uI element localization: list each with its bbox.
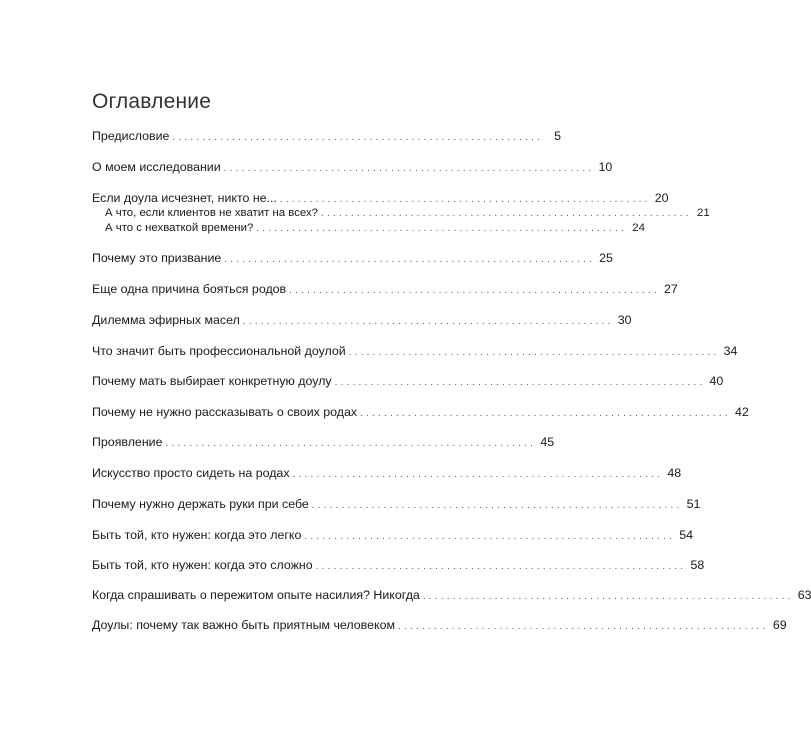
toc-entry-page: 51 xyxy=(686,497,701,511)
toc-entry[interactable] xyxy=(92,496,701,514)
dot-leader: .............................................................. xyxy=(348,347,720,358)
toc-entry-page: 5 xyxy=(554,129,562,143)
toc-entry[interactable] xyxy=(92,587,811,605)
dot-leader: .............................................................. xyxy=(279,194,651,205)
toc-entry-label: Проявление xyxy=(92,435,163,449)
dot-leader: .............................................................. xyxy=(256,223,627,234)
toc-entry-label: Почему мать выбирает конкретную доулу xyxy=(92,374,332,388)
toc-entry-label: Предисловие xyxy=(92,129,170,143)
dot-leader: .............................................................. xyxy=(311,500,683,511)
dot-leader: .............................................................. xyxy=(224,254,595,265)
dot-leader: .............................................................. xyxy=(223,163,595,174)
dot-leader: .............................................................. xyxy=(292,469,664,480)
toc-entry-page: 63 xyxy=(797,588,811,602)
toc-entry-page: 20 xyxy=(654,191,669,205)
toc-entry[interactable] xyxy=(92,312,632,330)
toc-entry-label: Почему это призвание xyxy=(92,251,222,265)
toc-entry-label: Еще одна причина бояться родов xyxy=(92,282,287,296)
toc-entry-page: 10 xyxy=(598,160,613,174)
toc-entry-label: Почему не нужно рассказывать о своих родах xyxy=(92,405,358,419)
toc-entry-page: 58 xyxy=(690,558,705,572)
dot-leader: .............................................................. xyxy=(242,316,614,327)
toc-entry[interactable] xyxy=(92,343,738,361)
toc-entry-page: 45 xyxy=(540,435,555,449)
toc-entry-label: Почему нужно держать руки при себе xyxy=(92,497,309,511)
toc-entry-page: 27 xyxy=(664,282,678,296)
toc-entry-page: 48 xyxy=(667,466,682,480)
toc-entry-page: 21 xyxy=(697,207,710,219)
dot-leader: .............................................................. xyxy=(360,408,731,419)
toc-entry-page: 25 xyxy=(599,251,613,265)
toc-entry[interactable] xyxy=(92,527,694,545)
toc-entry-page: 30 xyxy=(617,313,632,327)
toc-entry-label: Доулы: почему так важно быть приятным человеком xyxy=(92,618,395,632)
toc-entry[interactable] xyxy=(92,617,787,635)
toc-entry[interactable] xyxy=(92,159,613,177)
toc-entry-page: 54 xyxy=(679,528,694,542)
dot-leader: .............................................................. xyxy=(422,591,794,602)
toc-entry-label: Что значит быть профессиональной доулой xyxy=(92,344,346,358)
toc-entry[interactable] xyxy=(92,465,682,483)
toc-entry-label: А что, если клиентов не хватит на всех? xyxy=(105,207,319,219)
toc-entry-page: 40 xyxy=(709,374,724,388)
toc-entry-label: Если доула исчезнет, никто не... xyxy=(92,191,277,205)
dot-leader: .............................................................. xyxy=(304,531,676,542)
dot-leader: .............................................................. xyxy=(397,621,769,632)
toc-entry-label: О моем исследовании xyxy=(92,160,221,174)
toc-subentry[interactable] xyxy=(105,221,645,236)
toc-subentry[interactable] xyxy=(105,206,710,221)
toc-entry-label: А что с нехваткой времени? xyxy=(105,222,254,234)
toc-entry[interactable] xyxy=(92,281,678,299)
toc-entry-label: Когда спрашивать о пережитом опыте насилия? Никогда xyxy=(92,588,420,602)
toc-entry-label: Быть той, кто нужен: когда это сложно xyxy=(92,558,313,572)
toc-entry-label: Искусство просто сидеть на родах xyxy=(92,466,290,480)
dot-leader: .............................................................. xyxy=(321,208,692,219)
toc-entry[interactable] xyxy=(92,128,562,146)
dot-leader: .............................................................. xyxy=(289,285,660,296)
toc-title: Оглавление xyxy=(92,90,212,113)
toc-entry-page: 42 xyxy=(734,405,749,419)
dot-leader: .............................................................. xyxy=(315,561,687,572)
dot-leader: .............................................................. xyxy=(334,377,706,388)
toc-entry-label: Быть той, кто нужен: когда это легко xyxy=(92,528,302,542)
dot-leader: .............................................................. xyxy=(165,438,537,449)
dot-leader: .............................................................. xyxy=(172,132,544,143)
toc-entry-page: 69 xyxy=(772,618,787,632)
toc-entry[interactable] xyxy=(92,557,705,575)
toc-entry[interactable] xyxy=(92,404,749,422)
toc-entry[interactable] xyxy=(92,373,724,391)
toc-entry[interactable] xyxy=(92,250,613,268)
toc-entry[interactable] xyxy=(92,434,555,452)
toc-entry-page: 24 xyxy=(632,222,645,234)
toc-entry-page: 34 xyxy=(723,344,738,358)
toc-entry-label: Дилемма эфирных масел xyxy=(92,313,240,327)
